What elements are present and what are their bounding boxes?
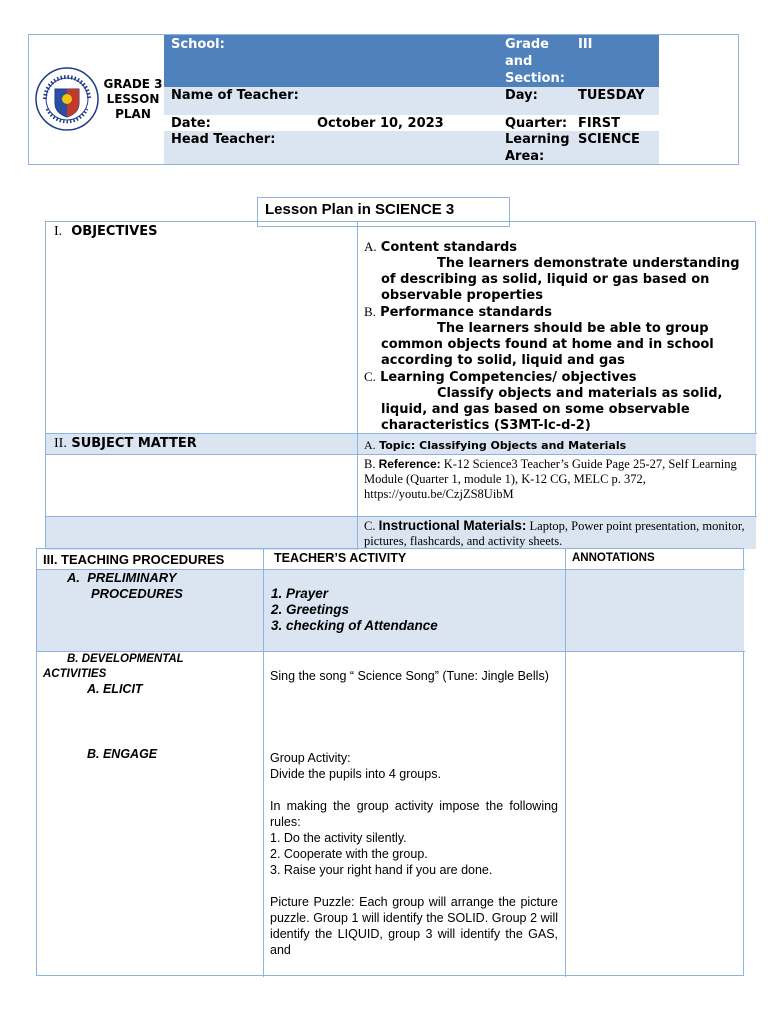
procedures-table bbox=[36, 548, 744, 976]
learning-area-label: Learning Area: bbox=[498, 131, 571, 164]
procedures-col-header: III. TEACHING PROCEDURES bbox=[43, 552, 225, 567]
date-label: Date: bbox=[164, 115, 310, 131]
learning-area-value: SCIENCE bbox=[571, 131, 659, 164]
day-label: Day: bbox=[498, 87, 571, 115]
developmental-activities-heading: B. DEVELOPMENTAL ACTIVITIES bbox=[43, 653, 184, 680]
objectives-heading: I. OBJECTIVES bbox=[54, 224, 158, 239]
school-value[interactable] bbox=[310, 35, 498, 87]
grade-lesson-plan-title: GRADE 3 LESSON PLAN bbox=[103, 77, 163, 121]
teacher-activity-col-header: TEACHER’S ACTIVITY bbox=[274, 551, 407, 565]
materials-item: C. Instructional Materials: Laptop, Power point presentation, monitor, pictures, flashcards, and activity sheets. bbox=[364, 518, 745, 548]
reference-item: B. Reference: K-12 Science3 Teacher’s Guide Page 25-27, Self Learning Module (Quarter 1, module 1), K-12 CG, MELC p. 372, https://youtu.be/CzjZS8UibM bbox=[364, 457, 737, 501]
teacher-label: Name of Teacher: bbox=[164, 87, 498, 115]
subject-matter-heading: II. SUBJECT MATTER bbox=[54, 436, 197, 451]
lesson-plan-title: Lesson Plan in SCIENCE 3 bbox=[257, 197, 510, 227]
engage-heading: B. ENGAGE bbox=[87, 747, 158, 761]
quarter-value: FIRST bbox=[571, 115, 659, 131]
preliminary-procedures-heading: A. PRELIMINARY PROCEDURES bbox=[67, 570, 183, 601]
preliminary-items: 1. Prayer 2. Greetings 3. checking of Attendance bbox=[271, 586, 438, 633]
school-label: School: bbox=[164, 35, 310, 87]
objectives-content: A. Content standards The learners demonstrate understanding of describing as solid, liquid or gas based on observable properties B. Performance standards The learners should be able to group common objects found at home and in school according to solid, liquid and gas C. Learning Competencies/ objectives Classify objects and materials as solid, liquid, and gas based on some observable characteristics (S3MT-lc-d-2) bbox=[364, 239, 740, 433]
day-value: TUESDAY bbox=[571, 87, 659, 115]
school-header bbox=[28, 34, 739, 165]
date-value: October 10, 2023 bbox=[310, 115, 498, 131]
objectives-table bbox=[45, 221, 756, 549]
elicit-heading: A. ELICIT bbox=[87, 682, 143, 696]
grade-section-label: Grade and Section: bbox=[498, 35, 571, 87]
annotations-col-header: ANNOTATIONS bbox=[572, 552, 655, 564]
grade-value: III bbox=[571, 35, 659, 87]
elicit-activity-text: Sing the song “ Science Song” (Tune: Jingle Bells) bbox=[270, 669, 549, 683]
deped-seal-icon bbox=[35, 67, 99, 131]
quarter-label: Quarter: bbox=[498, 115, 571, 131]
topic-item: A. Topic: Classifying Objects and Materials bbox=[364, 438, 627, 452]
engage-activity-text: Group Activity: Divide the pupils into 4 groups. In making the group activity impose the following rules: 1. Do the activity silently. 2. Cooperate with the group. 3. Raise your right hand if you are done. Picture Puzzle: Each group will arrange the picture puzzle. Group 1 will identify the SOLID. Group 2 will identify the LIQUID, group 3 will identify the GAS, and bbox=[270, 751, 558, 957]
head-teacher-label: Head Teacher: bbox=[164, 131, 498, 164]
